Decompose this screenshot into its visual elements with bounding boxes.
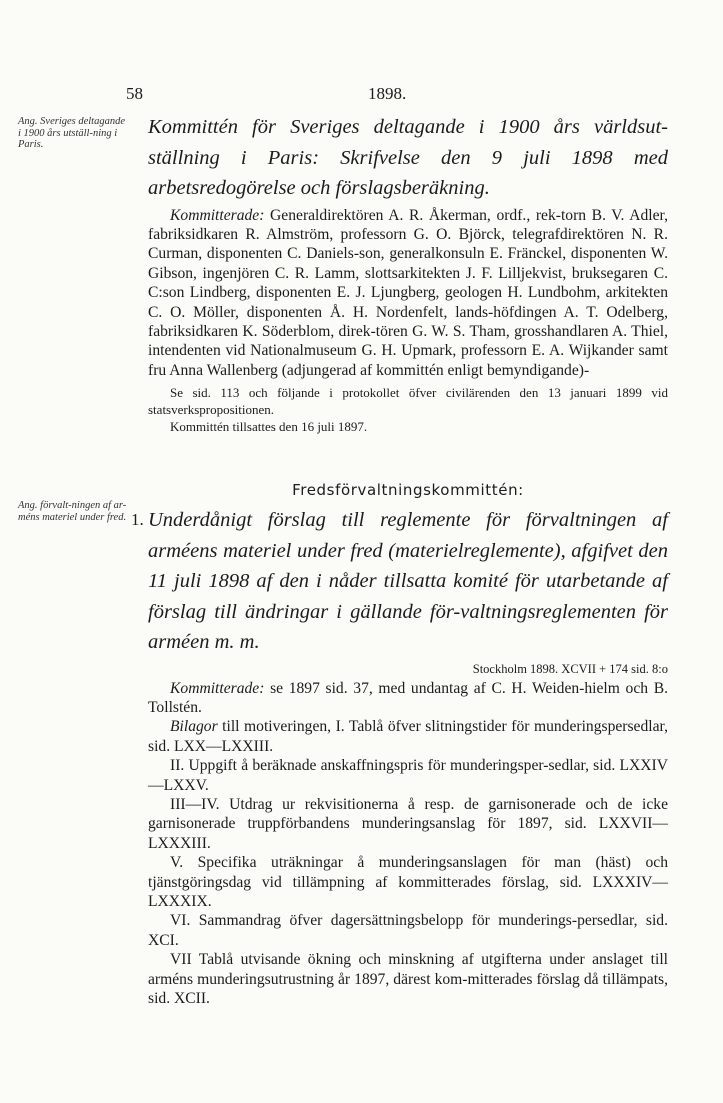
members-exceptions: se 1897 sid. 37, med undantag af C. H. Weiden-hielm och B. Tollstén.	[148, 679, 668, 716]
imprint: Stockholm 1898. XCVII + 174 sid. 8:o	[472, 661, 668, 676]
entry-title: Kommittén för Sveriges deltagande i 1900 års världsut-ställning i Paris: Skrifvelse den 9 juli 1898 med arbetsredogörelse och förslagsberäkning.	[148, 116, 668, 199]
margin-note-materiel: Ang. förvalt-ningen af ar-méns materiel under fred.	[18, 500, 127, 523]
page-number: 58	[126, 84, 143, 103]
reference-note: Se sid. 113 och följande i protokollet öfver civilärenden den 13 januari 1899 vid statsverkspropositionen.	[148, 385, 668, 418]
appendix-item: VII Tablå utvisande ökning och minskning af utgifterna under anslaget till arméns munderingsutrustning år 1897, därest kom-mitterades förslag då tillämpats, sid. XCII.	[148, 951, 668, 1007]
members-label: Kommitterade:	[170, 679, 265, 697]
entry-materiel-regulation	[148, 505, 668, 1008]
appointed-note: Kommittén tillsattes den 16 juli 1897.	[170, 419, 368, 435]
appendix-item: V. Specifika uträkningar å munderingsanslagen för man (häst) och tjänstgöringsdag vid tillämpning af kommitterades förslag, sid. LXXXIV—LXXXIX.	[148, 854, 668, 910]
margin-note-paris-exhibition: Ang. Sveriges deltagande i 1900 års utställ-ning i Paris.	[18, 116, 126, 150]
members-paragraph	[148, 679, 668, 718]
appendix-label: Bilagor	[170, 718, 218, 736]
appendix-item: III—IV. Utdrag ur rekvisitionerna å resp. de garnisonerade och de icke garnisonerade truppförbandens munderingsanslag för 1897, sid. LXXVII—LXXXIII.	[148, 795, 668, 852]
entry-title: Underdånigt förslag till reglemente för förvaltningen af arméens materiel under fred (materielreglemente), afgifvet den 11 juli 1898 af den i nåder tillsatta komité för utarbetande af förslag till ändringar i gällande för-valtningsreglementen för arméen m. m.	[148, 509, 668, 653]
appendix-item-1: till motiveringen, I. Tablå öfver slitningstider för munderingspersedlar, sid. LXX—LXXIII.	[148, 718, 668, 755]
appendix-paragraph	[148, 717, 668, 756]
appendix-item: VI. Sammandrag öfver dagersättningsbelopp för munderings-persedlar, sid. XCI.	[148, 912, 668, 949]
entry-number: 1.	[131, 510, 144, 529]
section-heading: Fredsförvaltningskommittén:	[292, 481, 524, 499]
appendix-item: II. Uppgift å beräknade anskaffningspris för munderingsper-sedlar, sid. LXXIV—LXXV.	[148, 757, 668, 794]
members-paragraph	[148, 206, 668, 381]
members-label: Kommitterade:	[170, 206, 265, 224]
running-head-year: 1898.	[368, 84, 407, 103]
members-list: Generaldirektören A. R. Åkerman, ordf., rek-torn B. V. Adler, fabriksidkaren R. Almström, professorn G. O. Björck, telegrafdirektören N. R. Curman, disponenten C. Daniels-son, generalkonsuln E. Fränckel, disponenten W. Gibson, ingenjören C. R. Lamm, slottsarkitekten J. F. Lilljekvist, bruksegaren C. C:son Lindberg, disponenten E. J. Ljungberg, geologen H. Lundbohm, arkitekten C. O. Möller, disponenten Å. H. Nordenfelt, lands-höfdingen A. T. Odelberg, fabriksidkaren K. Söderblom, direk-tören G. W. S. Tham, grosshandlaren A. Thiel, intendenten vid Nationalmuseum G. H. Upmark, professorn E. A. Wijkander samt fru Anna Wallenberg (adjungerad af kommittén enligt bemyndigande)-	[148, 206, 668, 379]
entry-paris-exhibition	[148, 112, 668, 435]
